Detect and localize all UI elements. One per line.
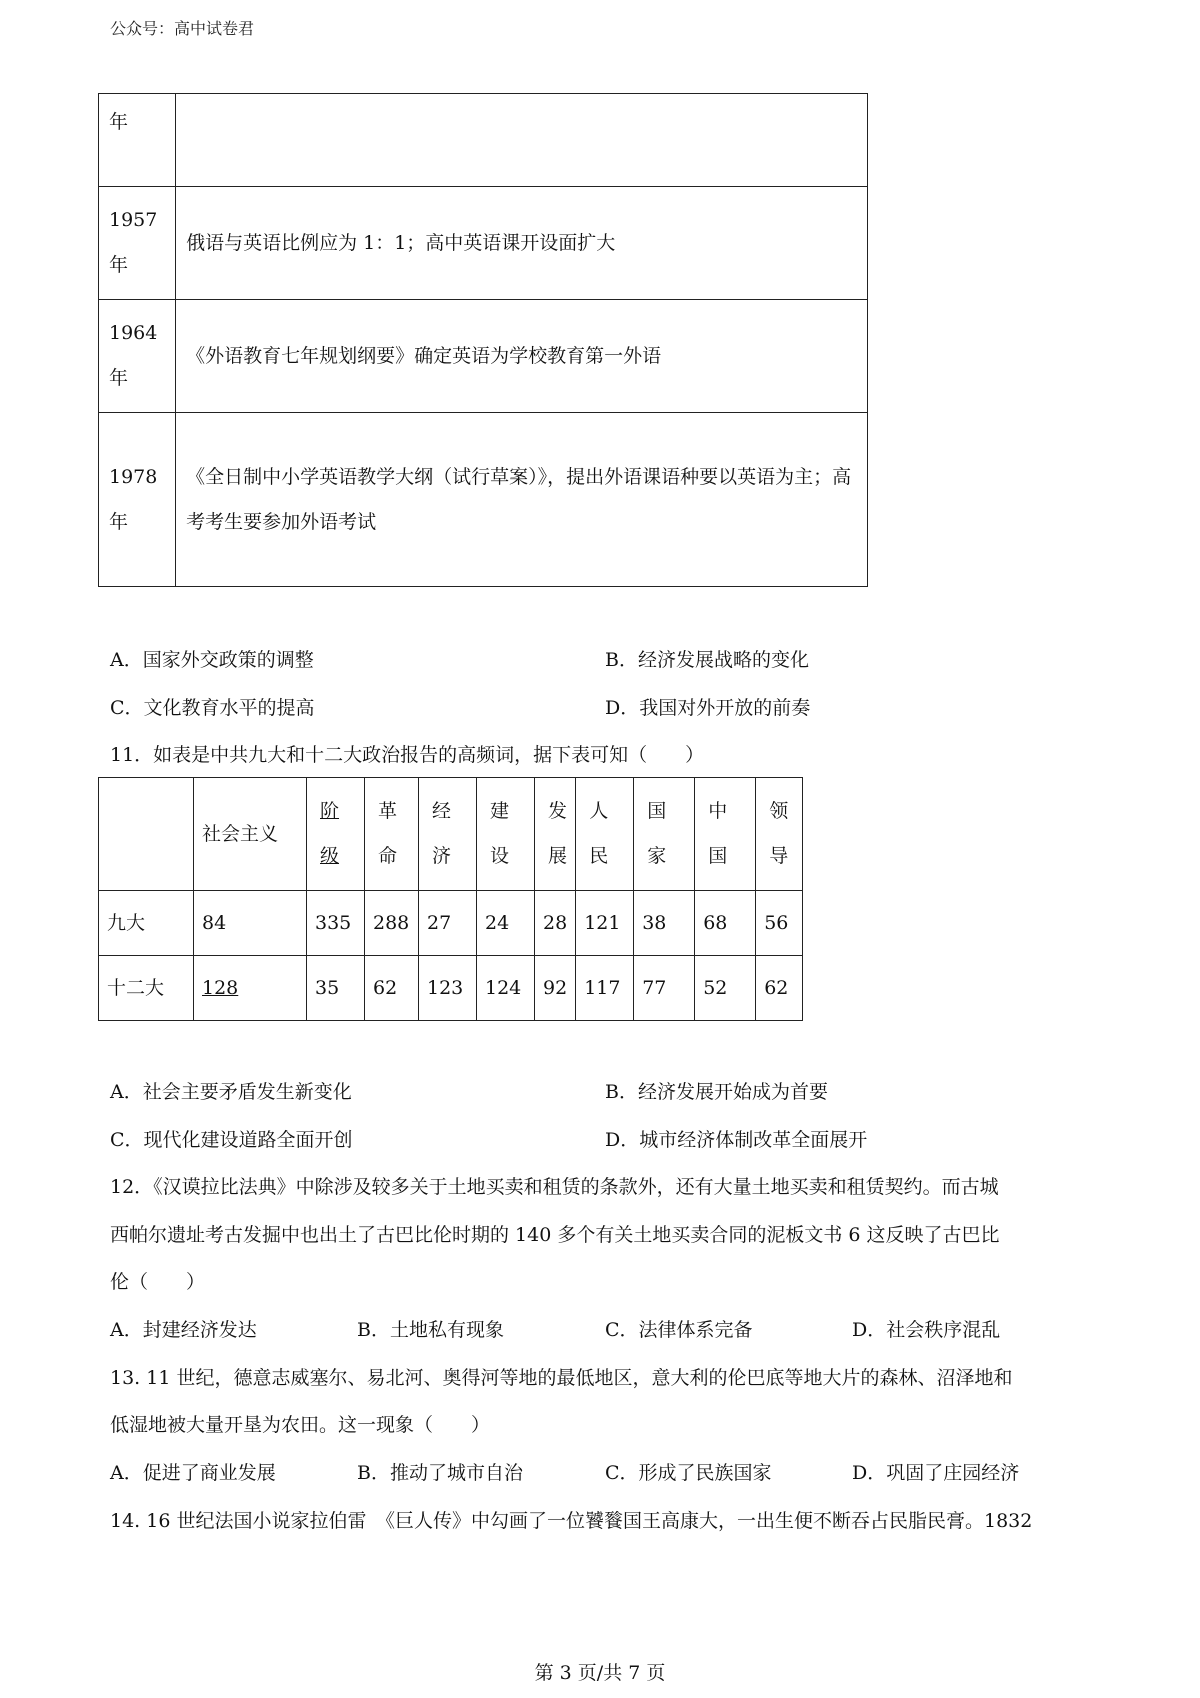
table-cell: 123 <box>419 956 477 1021</box>
q14-line-1: 14. 16 世纪法国小说家拉伯雷 《巨人传》中勾画了一位饕餮国王高康大，一出生便不断吞占民脂民膏。1832 <box>110 1510 1033 1532</box>
table-cell: 77 <box>634 956 695 1021</box>
header-cell-empty <box>99 778 194 891</box>
q13-line-2: 低湿地被大量开垦为农田。这一现象（ ） <box>110 1414 491 1436</box>
content-cell: 《外语教育七年规划纲要》确定英语为学校教育第一外语 <box>176 300 868 413</box>
table-cell: 121 <box>576 891 634 956</box>
table-cell: 62 <box>756 956 803 1021</box>
header-cell: 领 导 <box>756 778 803 891</box>
q11-option-d[interactable]: D．城市经济体制改革全面展开 <box>605 1129 868 1151</box>
q11-stem: 11．如表是中共九大和十二大政治报告的高频词，据下表可知（ ） <box>110 744 705 766</box>
content-cell <box>176 413 868 587</box>
table-row <box>99 891 803 956</box>
header-cell: 人 民 <box>576 778 634 891</box>
q13-option-b[interactable]: B．推动了城市自治 <box>357 1462 523 1484</box>
table-cell: 62 <box>365 956 419 1021</box>
year-number: 1978 <box>109 465 158 488</box>
header-watermark: 公众号：高中试卷君 <box>110 19 255 38</box>
table-row <box>99 956 803 1021</box>
frequency-table <box>98 777 803 1021</box>
year-cell: 年 <box>99 94 176 187</box>
header-char: 级 <box>320 845 340 867</box>
table-row <box>99 300 868 413</box>
content-text: 《全日制中小学英语教学大纲（试行草案）》，提出外语课语种要以英语为主；高考考生要参加外语考试 <box>186 465 852 533</box>
year-cell <box>99 187 176 300</box>
header-cell: 革 命 <box>365 778 419 891</box>
policy-table <box>98 93 868 587</box>
header-cell: 国 家 <box>634 778 695 891</box>
header-cell: 发 展 <box>535 778 576 891</box>
q11-option-b[interactable]: B．经济发展开始成为首要 <box>605 1081 828 1103</box>
q11-option-c[interactable]: C．现代化建设道路全面开创 <box>110 1129 353 1151</box>
table-row <box>99 94 868 187</box>
page-footer: 第 3 页/共 7 页 <box>534 1662 666 1684</box>
year-number: 1964 <box>109 322 158 344</box>
table-cell: 28 <box>535 891 576 956</box>
header-cell: 经 济 <box>419 778 477 891</box>
q12-line-3: 伦（ ） <box>110 1271 206 1293</box>
year-cell <box>99 300 176 413</box>
table-cell: 68 <box>695 891 756 956</box>
table-cell: 288 <box>365 891 419 956</box>
year-unit: 年 <box>109 367 129 389</box>
table-row <box>99 413 868 587</box>
table-cell: 117 <box>576 956 634 1021</box>
header-cell: 社会主义 <box>194 778 307 891</box>
table-cell: 52 <box>695 956 756 1021</box>
q10-option-a[interactable]: A．国家外交政策的调整 <box>110 649 314 671</box>
year-number: 1957 <box>109 209 158 231</box>
table-cell: 92 <box>535 956 576 1021</box>
table-cell: 九大 <box>99 891 194 956</box>
header-cell: 中 国 <box>695 778 756 891</box>
q12-option-c[interactable]: C．法律体系完备 <box>605 1319 753 1341</box>
q10-option-c[interactable]: C．文化教育水平的提高 <box>110 697 315 719</box>
content-cell <box>176 94 868 187</box>
table-header-row <box>99 778 803 891</box>
year-unit: 年 <box>109 254 129 276</box>
q13-option-a[interactable]: A．促进了商业发展 <box>110 1462 276 1484</box>
header-cell <box>307 778 365 891</box>
table-cell: 84 <box>194 891 307 956</box>
q13-option-c[interactable]: C．形成了民族国家 <box>605 1462 772 1484</box>
table-cell: 35 <box>307 956 365 1021</box>
year-unit: 年 <box>109 510 129 533</box>
header-char: 阶 <box>320 800 340 822</box>
table-cell: 335 <box>307 891 365 956</box>
header-cell: 建 设 <box>477 778 535 891</box>
q12-option-a[interactable]: A．封建经济发达 <box>110 1319 257 1341</box>
table-cell: 38 <box>634 891 695 956</box>
q12-option-d[interactable]: D．社会秩序混乱 <box>852 1319 1001 1341</box>
year-cell <box>99 413 176 587</box>
table-row <box>99 187 868 300</box>
q12-line-2: 西帕尔遗址考古发掘中也出土了古巴比伦时期的 140 多个有关土地买卖合同的泥板文书 6 这反映了古巴比 <box>110 1224 1000 1246</box>
table-cell: 27 <box>419 891 477 956</box>
q11-option-a[interactable]: A．社会主要矛盾发生新变化 <box>110 1081 352 1103</box>
table-cell: 56 <box>756 891 803 956</box>
table-cell: 124 <box>477 956 535 1021</box>
q13-option-d[interactable]: D．巩固了庄园经济 <box>852 1462 1020 1484</box>
q12-option-b[interactable]: B．土地私有现象 <box>357 1319 504 1341</box>
q13-line-1: 13. 11 世纪，德意志威塞尔、易北河、奥得河等地的最低地区，意大利的伦巴底等地大片的森林、沼泽地和 <box>110 1367 1013 1389</box>
q10-option-d[interactable]: D．我国对外开放的前奏 <box>605 697 811 719</box>
underlined-value: 128 <box>202 976 239 999</box>
table-cell: 十二大 <box>99 956 194 1021</box>
q10-option-b[interactable]: B．经济发展战略的变化 <box>605 649 809 671</box>
table-cell <box>194 956 307 1021</box>
q12-line-1: 12．《汉谟拉比法典》中除涉及较多关于土地买卖和租赁的条款外，还有大量土地买卖和租赁契约。而古城 <box>110 1176 999 1198</box>
table-cell: 24 <box>477 891 535 956</box>
content-cell: 俄语与英语比例应为 1：1；高中英语课开设面扩大 <box>176 187 868 300</box>
